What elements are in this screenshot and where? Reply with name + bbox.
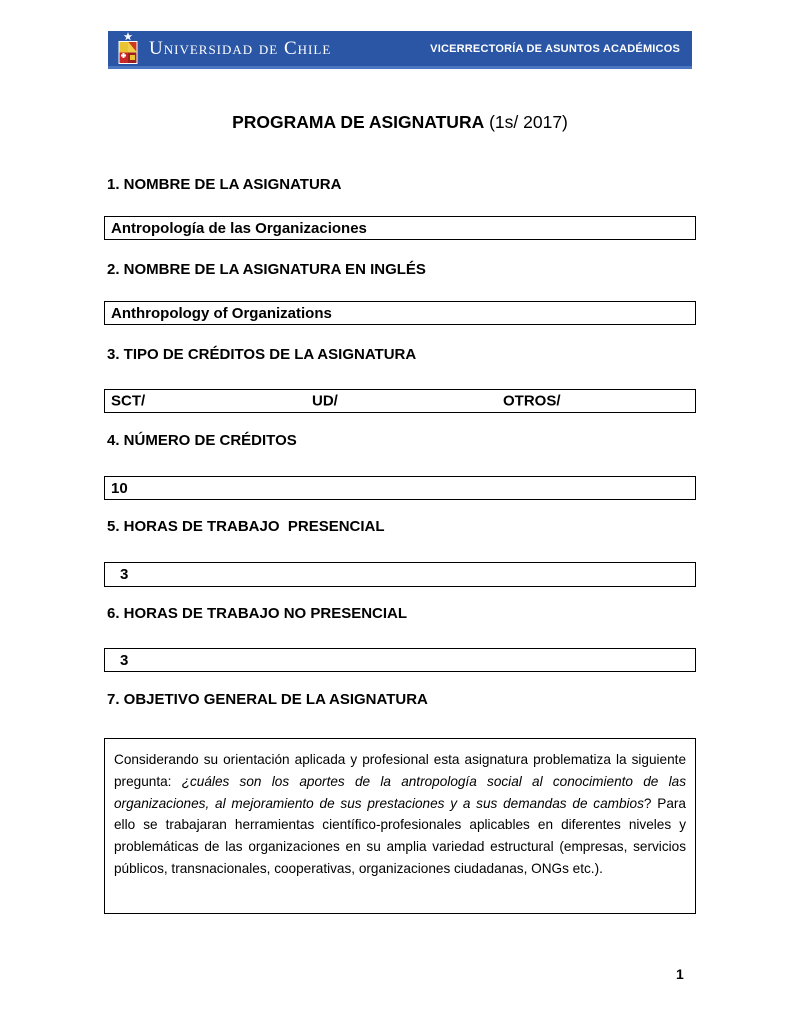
objective-paragraph [114, 749, 686, 880]
university-shield-icon [116, 31, 140, 65]
field-box-nombre-ingles [104, 301, 696, 325]
field-value-numero-creditos: 10 [111, 479, 128, 497]
field-box-numero-creditos [104, 476, 696, 500]
credit-label-ud: UD/ [312, 392, 338, 410]
field-value-nombre-ingles: Anthropology of Organizations [111, 304, 332, 322]
section-heading-horas-presencial: 5. HORAS DE TRABAJO PRESENCIAL [107, 518, 385, 535]
field-value-nombre: Antropología de las Organizaciones [111, 219, 367, 237]
office-name: VICERRECTORÍA DE ASUNTOS ACADÉMICOS [430, 42, 680, 55]
university-banner [108, 31, 692, 69]
section-heading-nombre: 1. NOMBRE DE LA ASIGNATURA [107, 176, 342, 193]
document-title [0, 112, 800, 133]
field-box-nombre [104, 216, 696, 240]
field-value-horas-no-presencial: 3 [120, 651, 129, 669]
objective-text-intro: Considerando su orientación aplicada y profesional esta asignatura problematiza la siguiente pregunta: [114, 752, 686, 789]
section-heading-numero-creditos: 4. NÚMERO DE CRÉDITOS [107, 432, 297, 449]
credit-label-otros: OTROS/ [503, 392, 561, 410]
objective-text-body: ? Para ello se trabajaran herramientas científico-profesionales aplicables en diferentes niveles y problemáticas de las organizaciones en su amplia variedad estructural (empresas, servicios públicos, transnacionales, cooperativas, organizaciones ciudadanas, ONGs etc.). [114, 795, 686, 876]
field-value-horas-presencial: 3 [120, 566, 129, 583]
field-box-horas-presencial [104, 562, 696, 587]
document-title-main: PROGRAMA DE ASIGNATURA [232, 112, 485, 132]
page-number: 1 [676, 966, 684, 982]
credit-label-sct: SCT/ [111, 392, 146, 410]
objective-text-question: ¿cuáles son los aportes de la antropología social al conocimiento de las organizaciones, al mejoramiento de sus prestaciones y a sus demandas de cambios [114, 773, 686, 811]
section-heading-nombre-ingles: 2. NOMBRE DE LA ASIGNATURA EN INGLÉS [107, 261, 426, 278]
document-title-period: (1s/ 2017) [484, 112, 568, 132]
section-heading-horas-no-presencial: 6. HORAS DE TRABAJO NO PRESENCIAL [107, 605, 408, 622]
university-name: Universidad de Chile [149, 37, 332, 59]
section-heading-tipo-creditos: 3. TIPO DE CRÉDITOS DE LA ASIGNATURA [107, 346, 417, 363]
banner-left-group [116, 31, 331, 66]
field-box-objetivo-general [104, 738, 696, 914]
field-box-tipo-creditos [104, 389, 696, 413]
field-box-horas-no-presencial [104, 648, 696, 672]
section-heading-objetivo-general: 7. OBJETIVO GENERAL DE LA ASIGNATURA [107, 691, 428, 708]
